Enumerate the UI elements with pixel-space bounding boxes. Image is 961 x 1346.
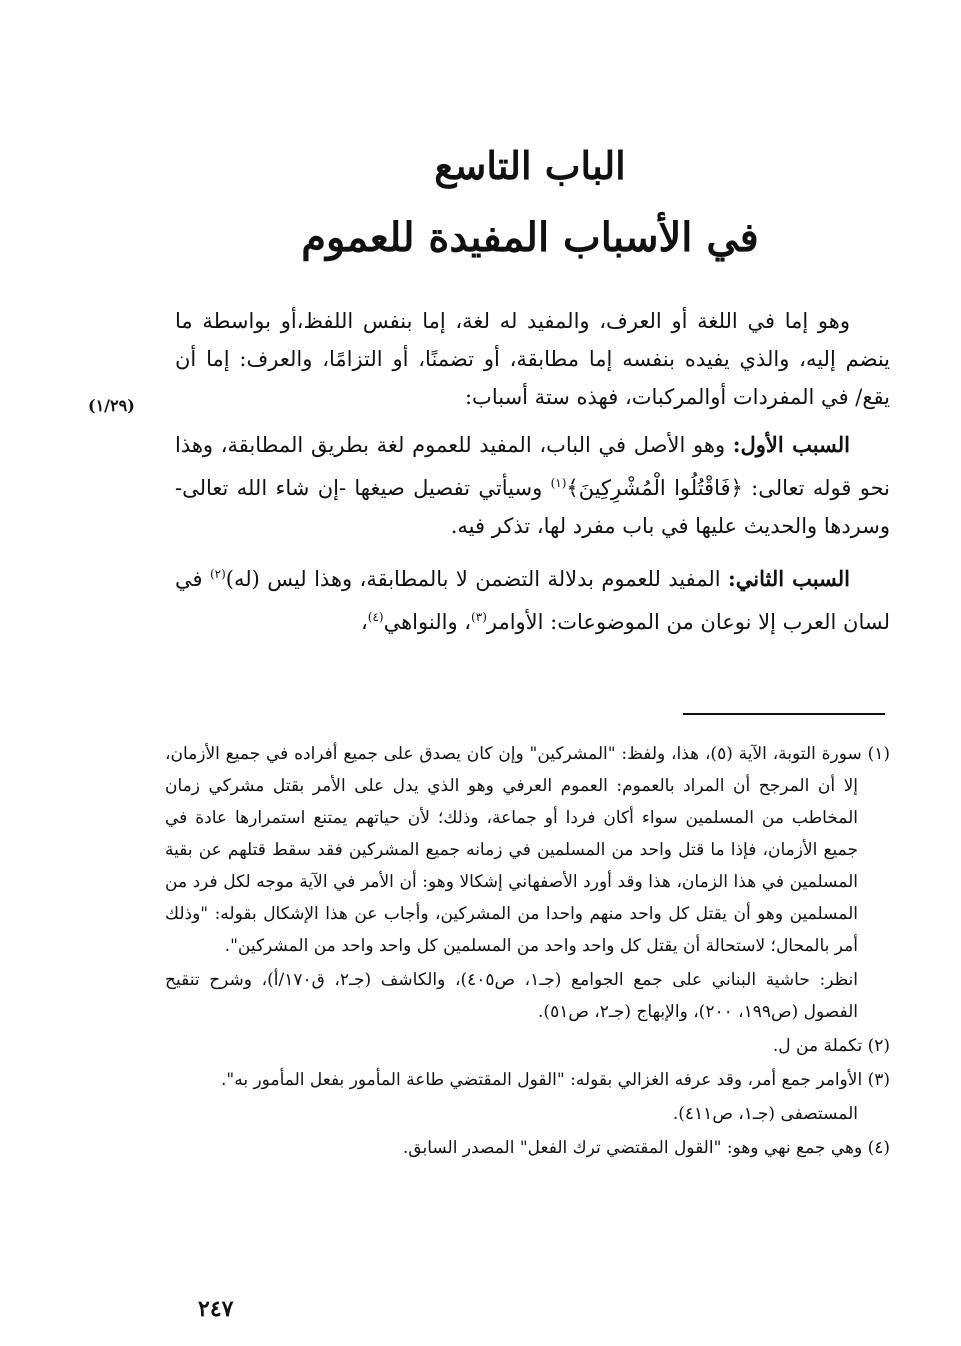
footnote-separator bbox=[683, 713, 885, 715]
footnote-4: (٤) وهي جمع نهي وهو: "القول المقتضي ترك الفعل" المصدر السابق. bbox=[402, 1138, 890, 1158]
footnote-3-reference: المستصفى (جـ١، ص٤١١). bbox=[672, 1104, 858, 1124]
footnote-ref-4: (٤) bbox=[367, 610, 384, 624]
page-number: ٢٤٧ bbox=[198, 1296, 234, 1322]
footnote-2: (٢) تكملة من ل. bbox=[772, 1036, 890, 1056]
footnote-ref-3: (٣) bbox=[471, 610, 487, 624]
cause-2-heading: السبب الثاني: bbox=[728, 566, 851, 591]
chapter-subtitle: في الأسباب المفيدة للعموم bbox=[301, 214, 759, 261]
footnote-ref-1: (١) bbox=[550, 476, 567, 490]
footnotes bbox=[165, 738, 890, 1166]
cause-2-text-d: ، bbox=[361, 610, 368, 634]
cause-2-paragraph bbox=[175, 555, 890, 641]
cause-1-text-b: وسيأتي تفصيل صيغها -إن شاء الله تعالى- وسردها والحديث عليها في باب مفرد لها، تذكر فيه. bbox=[175, 476, 890, 538]
cause-1-heading: السبب الأول: bbox=[732, 432, 850, 457]
main-text bbox=[175, 302, 890, 651]
intro-paragraph: وهو إما في اللغة أو العرف، والمفيد له لغة، إما بنفس اللفظ،أو بواسطة ما ينضم إليه، والذي يفيده بنفسه إما مطابقة، أو تضمنًا، أو التزامًا، والعرف: إما أن يقع/ في المفردات أوالمركبات، فهذه ستة أسباب: bbox=[175, 309, 890, 409]
cause-2-text-c: ، والنواهي bbox=[383, 610, 472, 634]
cause-2-text-b: في لسان العرب إلا نوعان من الموضوعات: الأوامر bbox=[175, 567, 890, 634]
cause-1-paragraph bbox=[175, 426, 890, 545]
cause-2-text-a: المفيد للعموم بدلالة التضمن لا بالمطابقة، وهذا ليس (له) bbox=[225, 567, 728, 591]
footnote-1-references: انظر: حاشية البناني على جمع الجوامع (جـ١، ص٤٠٥)، والكاشف (جـ٢، ق١٧٠/أ)، وشرح تنقيح الفصول (ص١٩٩، ٢٠٠)، والإبهاج (جـ٢، ص٥١). bbox=[165, 970, 858, 1022]
cause-1-text-a: وهو الأصل في الباب، المفيد للعموم لغة بطريق المطابقة، وهذا نحو قوله تعالى: ﴿فَاقْتُلُوا الْمُشْرِكِينَ﴾ bbox=[175, 433, 890, 500]
footnote-3: (٣) الأوامر جمع أمر، وقد عرفه الغزالي بقوله: "القول المقتضي طاعة المأمور بفعل المأمور به". bbox=[221, 1070, 890, 1090]
margin-reference: (١/٢٩) bbox=[88, 396, 135, 415]
footnote-ref-2: (٢) bbox=[209, 567, 226, 581]
chapter-title: الباب التاسع bbox=[434, 143, 626, 188]
footnote-1: (١) سورة التوبة، الآية (٥)، هذا، ولفظ: "المشركين" وإن كان يصدق على جميع أفراده في جميع الأزمان، إلا أن المرجح أن المراد بالعموم: العموم العرفي وهو الذي يدل على الأمر بقتل مشركي زمان المخاطب من المسلمين سواء أكان فردا أو جماعة، وذلك؛ لأن حياتهم يمتنع استمرارها عادة في جميع الأزمان، فإذا ما قتل واحد من المسلمين في زمانه جميع المشركين فقد سقط قتلهم عن بقية المسلمين في هذا الزمان، هذا وقد أورد الأصفهاني إشكالا وهو: أن الأمر في الآية موجه لكل فرد من المسلمين وهو أن يقتل كل واحد منهم واحدا من المشركين، وأجاب عن هذا الإشكال بقوله: "وذلك أمر بالمحال؛ لاستحالة أن يقتل كل واحد واحد من المسلمين كل واحد واحد من المشركين". bbox=[165, 744, 890, 956]
